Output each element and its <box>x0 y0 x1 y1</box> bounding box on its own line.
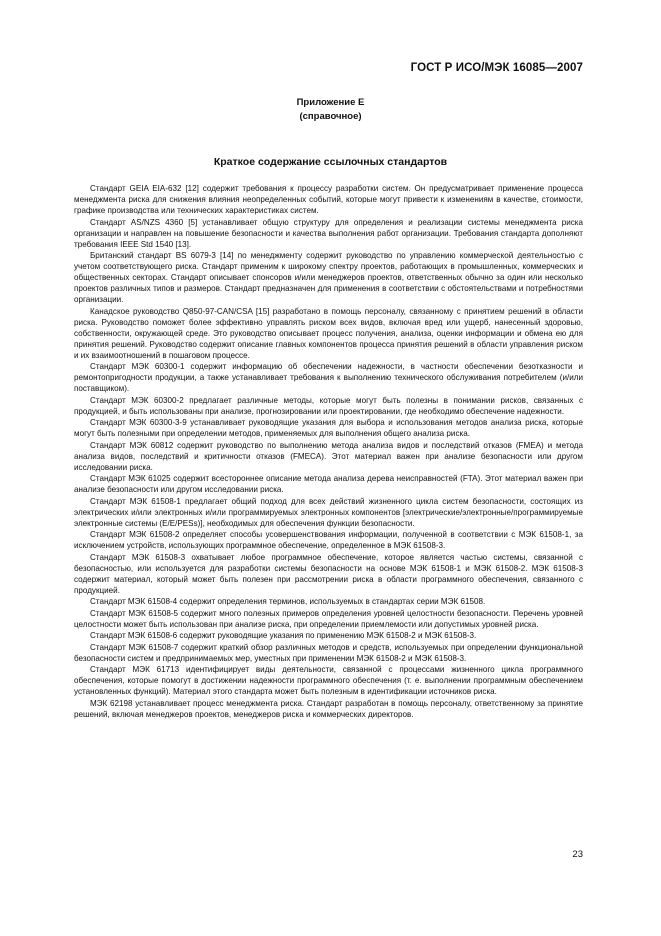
page-number: 23 <box>572 849 583 860</box>
paragraph: Стандарт МЭК 60812 содержит руководство по выполнению метода анализа видов и последствий отказов (FMEA) и метода анализа видов, последствий и критичности отказов (FMECA). Этот материал важен при анализе безопасности или другом исследовании риска. <box>74 440 583 472</box>
paragraph: Британский стандарт BS 6079-3 [14] по менеджменту содержит руководство по управлению коммерческой деятельностью с учетом соответствующего риска. Стандарт применим к широкому спектру проектов, работающих в промышленных, коммерческих и общественных секторах. Стандарт описывает спонсоров и/или менеджеров проектов, ответственных обычно за один или несколько проектов различных типов и размеров. Стандарт предназначен для применения в соответствии с обстоятельствами и потребностями организации. <box>74 251 583 304</box>
paragraph: МЭК 62198 устанавливает процесс менеджмента риска. Стандарт разработан в помощь персоналу, ответственному за принятие решений, включая менеджеров проектов, менеджеров риска и коммерческих директоров. <box>74 698 583 719</box>
document-body <box>74 183 583 720</box>
paragraph: Стандарт МЭК 61508-2 определяет способы усовершенствования информации, полученной в соответствии с МЭК 61508-1, за исключением устройств, использующих программное обеспечение, определенное в МЭК 61508-3. <box>74 530 583 550</box>
paragraph: Канадское руководство Q850-97-CAN/CSA [15] разработано в помощь персоналу, связанному с принятием решений в области риска. Руководство поможет более эффективно управлять риском всех видов, включая вред или ущерб, нанесенный здоровью, собственности, окружающей среде. Это руководство описывает процесс получения, анализа, оценки информации и обмена ею для принятия решений. Руководство содержит описание главных компонентов процесса принятия решений в области управления риском и их взаимоотношений в пошаговом процессе. <box>74 306 583 360</box>
section-title: Краткое содержание ссылочных стандартов <box>213 156 448 168</box>
document-header: ГОСТ Р ИСО/МЭК 16085—2007 <box>410 62 583 74</box>
paragraph: Стандарт МЭК 60300-2 предлагает различные методы, которые могут быть полезны в понимании рисков, связанных с продукцией, и быть использованы при анализе, прогнозировании или проектировании, где необходимо обеспечение надежности. <box>74 395 583 416</box>
appendix-heading <box>0 96 661 124</box>
paragraph: Стандарт AS/NZS 4360 [5] устанавливает общую структуру для определения и реализации системы менеджмента риска организации и направлен на повышение безопасности и качества выполнения работ организации. Требования стандарта дополняют требования IEEE Std 1540 [13]. <box>74 217 583 249</box>
appendix-title: Приложение Е <box>296 97 365 108</box>
paragraph: Стандарт МЭК 61508-4 содержит определения терминов, используемых в стандартах серии МЭК 61508. <box>90 597 486 606</box>
paragraph: Стандарт МЭК 61025 содержит всестороннее описание метода анализа дерева неисправностей (FTA). Этот материал важен при анализе безопасности или другом исследовании риска. <box>74 474 583 494</box>
paragraph: Стандарт МЭК 61713 идентифицирует виды деятельности, связанной с процессами жизненного цикла программного обеспечения, которые помогут в достижении надежности программного обеспечения (т. е. выполнении программным обеспечением установленных функций). Материал этого стандарта может быть полезным в идентификации источников риска. <box>74 665 583 696</box>
paragraph: Стандарт МЭК 60300-3-9 устанавливает руководящие указания для выбора и использования методов анализа риска, которые могут быть полезными при определении методов, применяемых для выполнения общего анализа риска. <box>74 418 583 438</box>
paragraph: Стандарт МЭК 61508-6 содержит руководящие указания по применению МЭК 61508-2 и МЭК 61508-3. <box>90 631 477 640</box>
appendix-subtitle: (справочное) <box>299 111 362 122</box>
paragraph: Стандарт GEIA EIA-632 [12] содержит требования к процессу разработки систем. Он предусматривает применение процесса менеджмента риска для снижения влияния неопределенных событий, которые могут привести к изменениям в качестве, стоимости, графике производства или технических характеристиках систем. <box>74 184 583 215</box>
paragraph: Стандарт МЭК 61508-5 содержит много полезных примеров определения уровней целостности безопасности. Перечень уровней целостности может быть использован при анализе риска, при определении приемлемости или допустимых уровней риска. <box>74 608 583 629</box>
paragraph: Стандарт МЭК 61508-3 охватывает любое программное обеспечение, которое является частью системы, связанной с безопасностью, или используется для разработки системы безопасности на основе МЭК 61508-1 и МЭК 61508-2. МЭК 61508-3 содержит материал, который может быть полезен при рассмотрении риска в области программного обеспечения, связанного с продукцией. <box>74 552 583 595</box>
paragraph: Стандарт МЭК 61508-7 содержит краткий обзор различных методов и средств, используемых при определении функциональной безопасности систем и предпринимаемых мер, уместных при применении МЭК 61508-2 и МЭК 61508-3. <box>74 642 583 663</box>
paragraph: Стандарт МЭК 61508-1 предлагает общий подход для всех действий жизненного цикла систем безопасности, состоящих из электрических и/или электронных и/или программируемых электронных компонентов [электрические/электронные/программируемые электронные системы (E/E/PESs)], необходимых для обеспечения функции безопасности. <box>74 496 583 528</box>
paragraph: Стандарт МЭК 60300-1 содержит информацию об обеспечении надежности, в частности обеспечении безотказности и ремонтопригодности продукции, а также устанавливает требования к выполнению технического обслуживания потребителем (и/или поставщиком). <box>74 362 583 393</box>
